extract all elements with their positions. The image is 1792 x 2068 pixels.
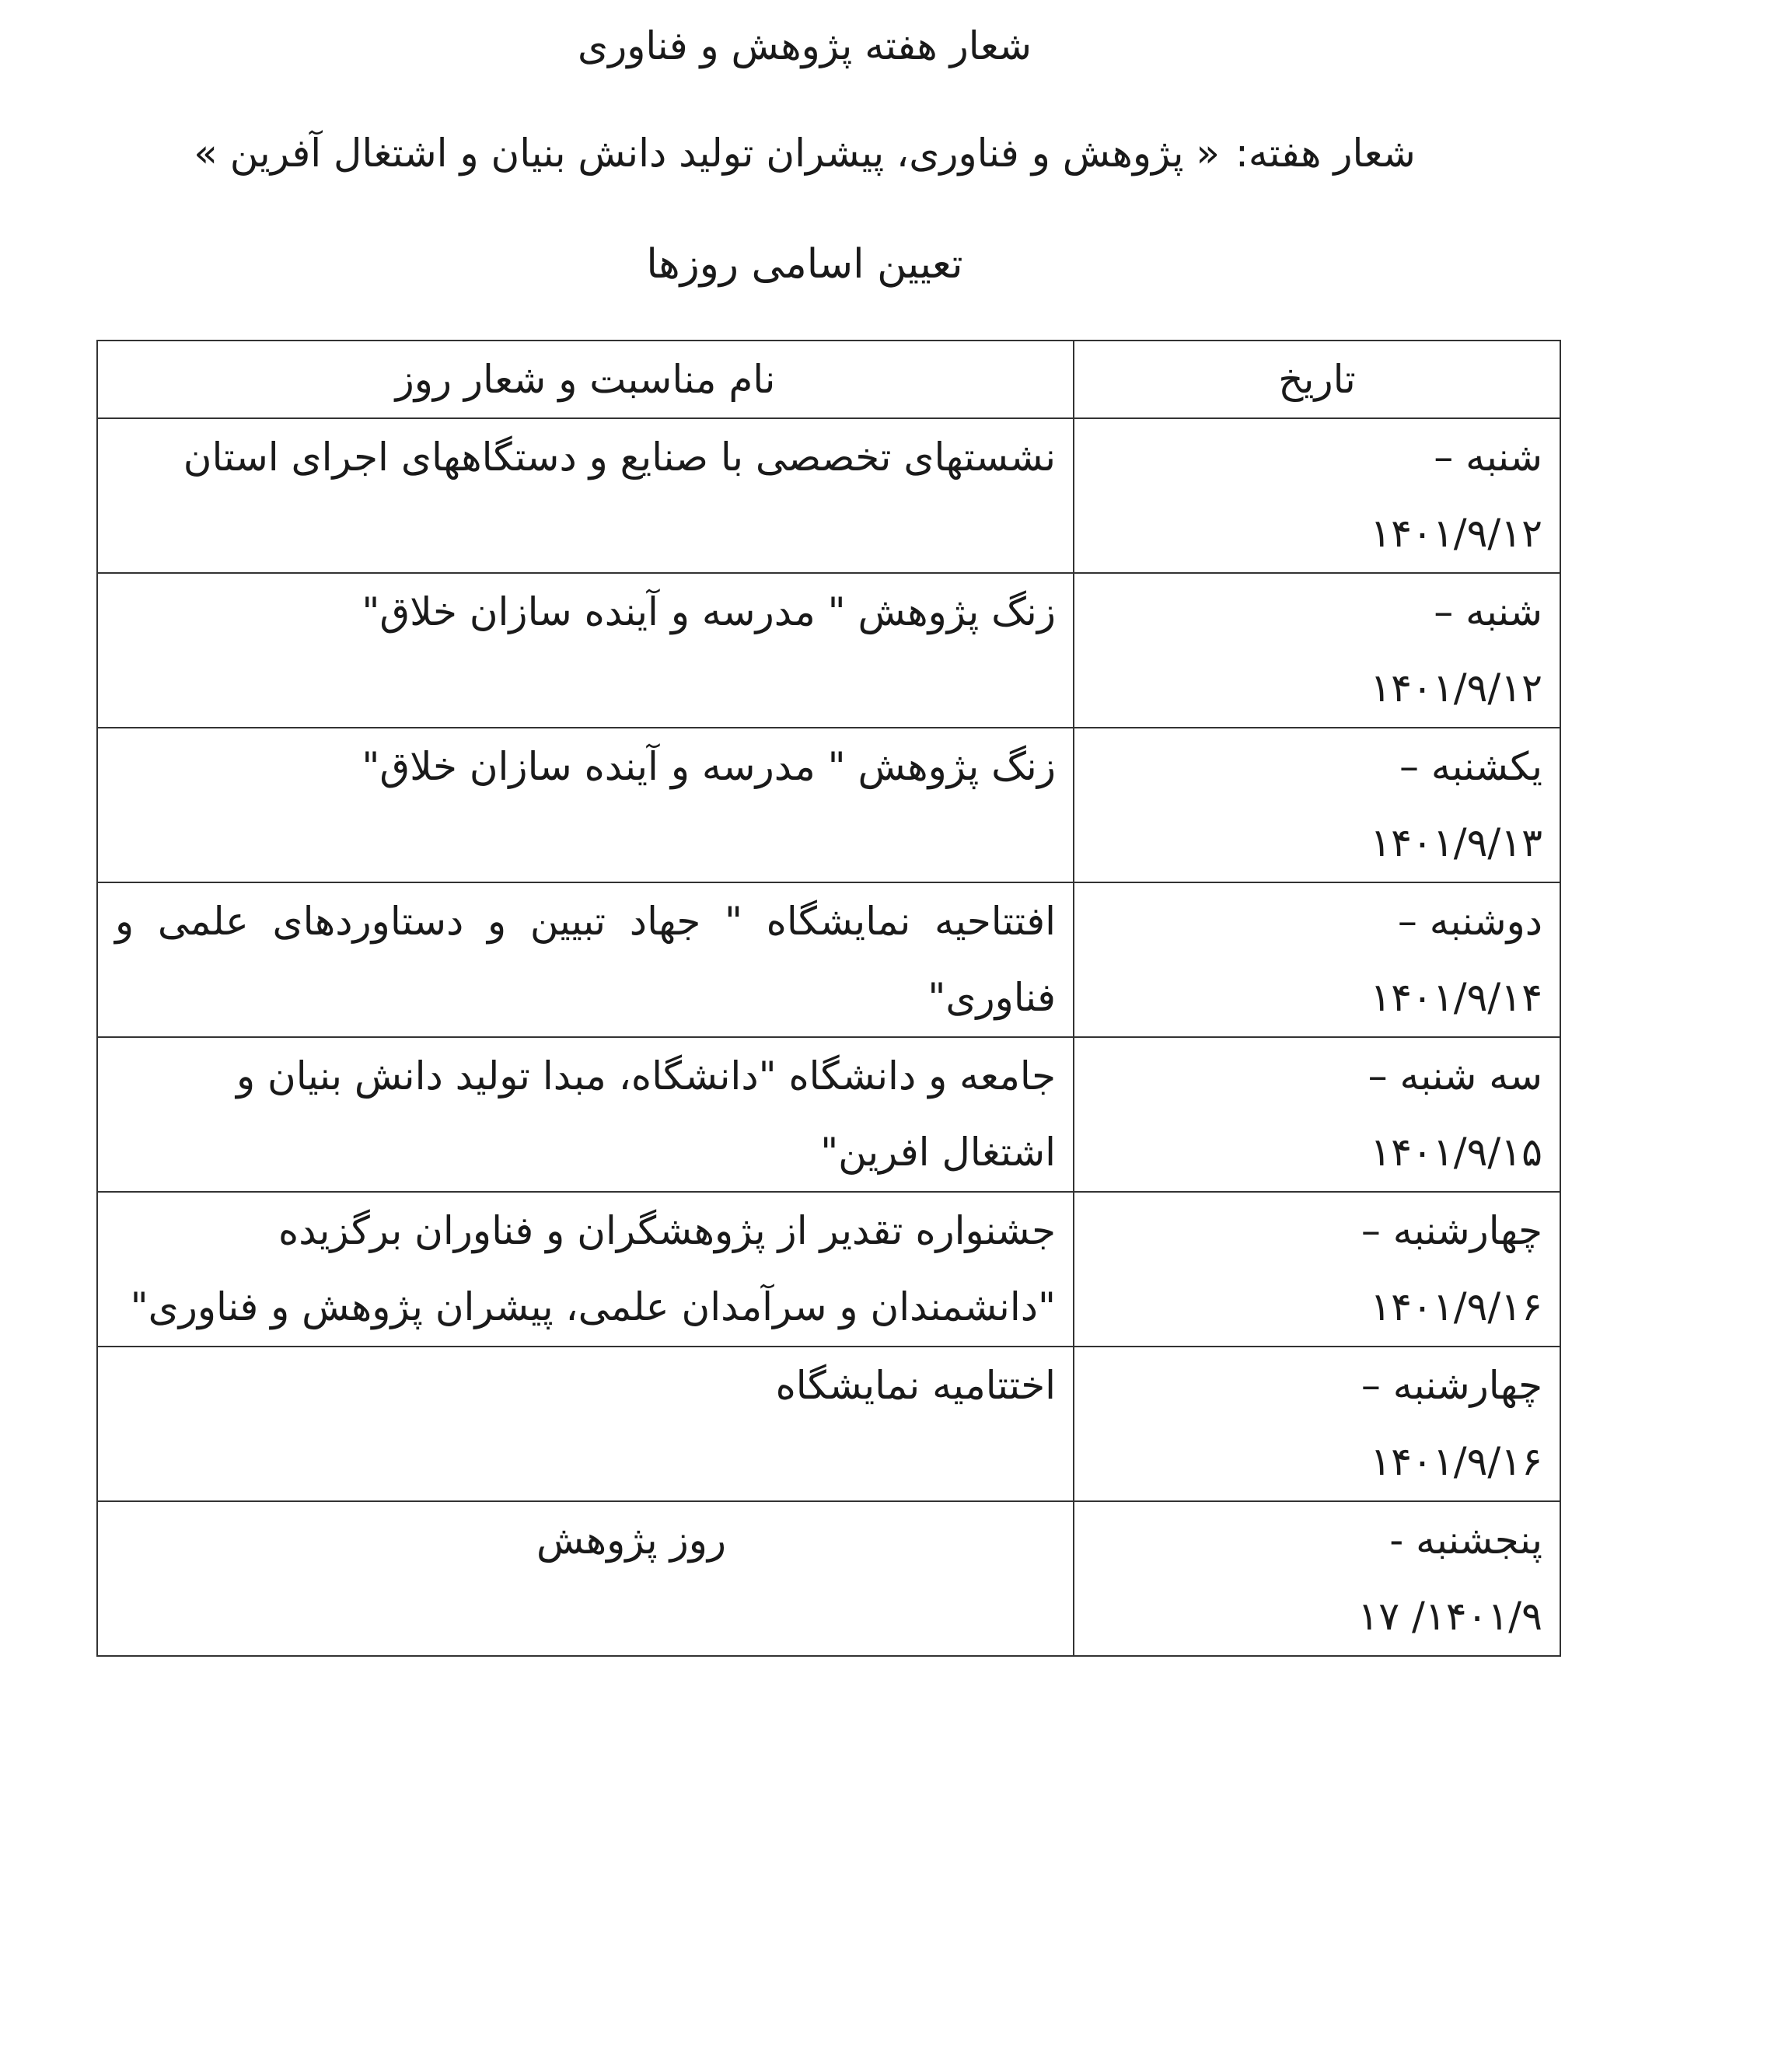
weekday-label: شنبه –	[1434, 589, 1542, 634]
table-row	[97, 573, 1560, 728]
week-slogan	[0, 131, 1609, 176]
date-cell	[1074, 1501, 1560, 1656]
date-cell	[1074, 573, 1560, 728]
date-cell	[1074, 418, 1560, 573]
date-value: ۱۴۰۱/۹/۱۵	[1370, 1130, 1542, 1175]
date-value: ۱۴۰۱/۹/۱۲	[1370, 665, 1542, 711]
occasion-title: زنگ پژوهش " مدرسه و آینده سازان خلاق"	[97, 728, 1074, 882]
table-row	[97, 1347, 1560, 1501]
page-title: شعار هفته پژوهش و فناوری	[577, 23, 1032, 68]
date-value: ۱۴۰۱/۹/ ۱۷	[1357, 1594, 1542, 1639]
weekday-label: چهارشنبه –	[1361, 1208, 1542, 1253]
occasion-title: زنگ پژوهش " مدرسه و آینده سازان خلاق"	[97, 573, 1074, 728]
occasion-title: افتتاحیه نمایشگاه " جهاد تبیین و دستاوردهای علمی و فناوری"	[97, 882, 1074, 1037]
date-cell	[1074, 1192, 1560, 1347]
date-value: ۱۴۰۱/۹/۱۳	[1370, 820, 1542, 865]
weekday-label: شنبه –	[1434, 435, 1542, 480]
week-slogan-text: « پژوهش و فناوری، پیشران تولید دانش بنیان و اشتغال آفرین »	[194, 131, 1221, 176]
weekday-label: پنجشنبه -	[1389, 1518, 1542, 1563]
occasion-title: جشنواره تقدیر از پژوهشگران و فناوران برگزیده "دانشمندان و سرآمدان علمی، پیشران پژوهش و فناوری"	[97, 1192, 1074, 1347]
date-value: ۱۴۰۱/۹/۱۴	[1370, 975, 1542, 1020]
weekday-label: چهارشنبه –	[1361, 1363, 1542, 1408]
occasion-title: روز پژوهش	[97, 1501, 1074, 1656]
table-row	[97, 418, 1560, 573]
column-header-date: تاریخ	[1074, 341, 1560, 418]
table-row	[97, 728, 1560, 882]
weekday-label: سه شنبه –	[1368, 1053, 1542, 1099]
date-cell	[1074, 728, 1560, 882]
table-row	[97, 1037, 1560, 1192]
table-row	[97, 1192, 1560, 1347]
table-row	[97, 1501, 1560, 1656]
days-table	[96, 340, 1561, 1657]
occasion-title: اختتامیه نمایشگاه	[97, 1347, 1074, 1501]
occasion-title: نشستهای تخصصی با صنایع و دستگاههای اجرای استان	[97, 418, 1074, 573]
occasion-title: جامعه و دانشگاه "دانشگاه، مبدا تولید دانش بنیان و اشتغال افرین"	[97, 1037, 1074, 1192]
date-value: ۱۴۰۱/۹/۱۶	[1370, 1284, 1542, 1329]
table-header-row	[97, 341, 1560, 418]
weekday-label: یکشنبه –	[1399, 744, 1542, 789]
table-row	[97, 882, 1560, 1037]
days-heading: تعیین اسامی روزها	[646, 241, 963, 288]
column-header-title: نام مناسبت و شعار روز	[97, 341, 1074, 418]
date-cell	[1074, 882, 1560, 1037]
week-slogan-label: شعار هفته:	[1235, 131, 1416, 176]
weekday-label: دوشنبه –	[1397, 899, 1542, 944]
date-cell	[1074, 1347, 1560, 1501]
date-cell	[1074, 1037, 1560, 1192]
date-value: ۱۴۰۱/۹/۱۶	[1370, 1439, 1542, 1484]
date-value: ۱۴۰۱/۹/۱۲	[1370, 511, 1542, 556]
